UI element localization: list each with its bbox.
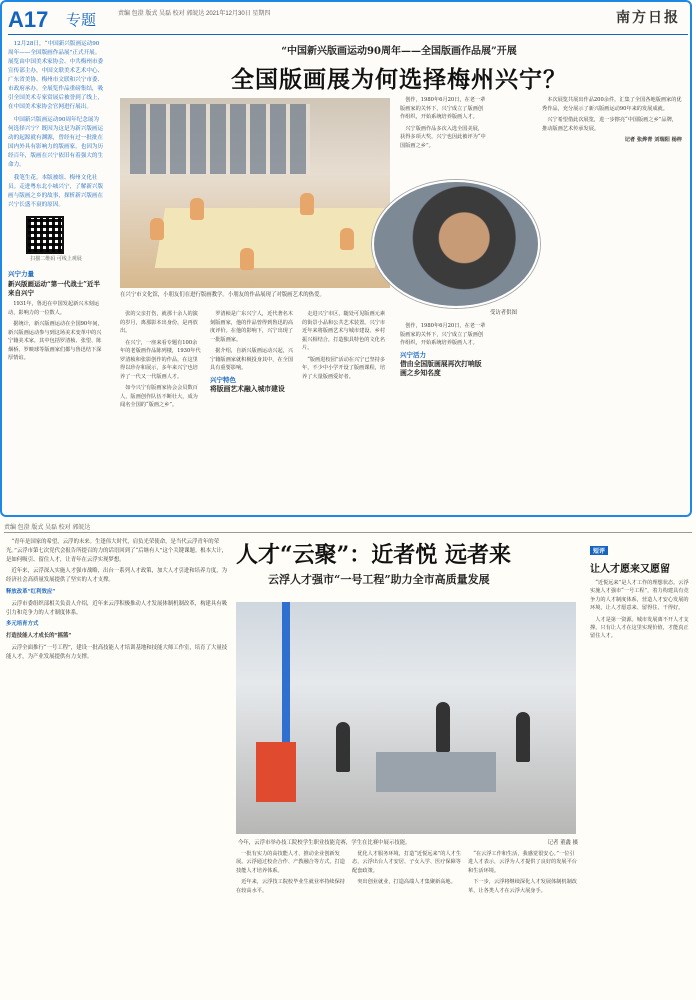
article-column — [236, 850, 346, 996]
subsection-title: 释放改革“红利效应” — [6, 588, 56, 595]
paragraph: 如今兴宁有版画家协会会员数百人，版画创作队伍不断壮大，成为闻名全国的“版画之乡”。 — [120, 385, 198, 408]
bottom-header-meta: 责编 包澄 版式 吴磊 校对 郭皖达 — [4, 525, 91, 531]
article-column — [120, 310, 202, 510]
page-header — [8, 7, 688, 37]
subsection-head: 兴宁特色 — [210, 376, 236, 384]
section-head: 兴宁力量 — [8, 271, 34, 278]
paragraph: 据介绍，自新兴版画运动兴起，兴宁籍版画家就积极投身其中，在全国具有重要影响。 — [210, 348, 294, 371]
child-figure — [240, 248, 254, 270]
kicker: “中国新兴版画运动90周年——全国版画作品展”开展 — [281, 46, 517, 57]
photo-credit: 受访者供图 — [490, 310, 517, 316]
subsection-title: 将版画艺术融入城市建设 — [210, 385, 285, 393]
masthead-logo: 南方日报 — [616, 10, 680, 26]
paragraph: 突出创业就业，打造高端人才集聚新高地。 — [357, 879, 456, 886]
qr-code-icon[interactable] — [26, 216, 64, 254]
subsection-title: 借由全国版画展再次打响版画之乡知名度 — [400, 360, 482, 377]
intro-paragraph: 我笔生花。本版被组、梅州文化社员。走进粤东北小城兴宁，了解新兴版画与版画之乡的故事，探析新兴版画在兴宁长盛不衰的原因。 — [8, 175, 104, 208]
bottom-divider — [4, 532, 692, 533]
article-column — [468, 850, 578, 996]
article-column — [352, 850, 462, 996]
subsection-head: 兴宁活力 — [400, 351, 426, 359]
child-figure — [300, 193, 314, 215]
page-number: A17 — [8, 7, 49, 32]
intro-paragraph: 中国新兴版画运动90周年纪念展为何选择兴宁？既因为这是为新兴版画运动的起源就有渊源，曾经有过一批批在国内外具有影响力的版画家，也因为历经百年，版画在兴宁依旧有着强大的生命力。 — [8, 117, 104, 168]
paragraph: 在兴宁，一座来看专题有100余年的老版画作品陈列楼，1930年代罗清桢和张影创作的作品，在这里得以珍存和展示，多年来兴宁也培养了一代又一代版画人才。 — [120, 339, 201, 380]
body-paragraph: 据统计，新兴版画运动在全国90年间，新兴版画运动参与到这场美术变革中的兴宁籍美术家，其中包括罗清桢、张望、陈烟桥、罗映球等版画家们都与鲁迅结下深厚情谊。 — [8, 321, 103, 361]
paragraph: 下一步，云浮将继续深化人才发展体制机制改革，让各类人才在云浮大展身手。 — [468, 879, 577, 894]
feature-article — [110, 40, 688, 515]
work-table — [376, 752, 496, 792]
paragraph: 近年来，云浮技工院校毕业生就业率持续保持在较高水平。 — [236, 879, 345, 894]
article-column — [400, 322, 488, 512]
subsection-head: 多元培育方式 — [6, 621, 39, 628]
paragraph: “近悦远来”是人才工作的理想状态。云浮实施人才强市“一号工程”，着力构建具有竞争力的人才制度体系，营造人才安心发展的环境，让人才愿意来、留得住、干得好。 — [590, 580, 689, 612]
photo-caption — [238, 838, 578, 846]
equipment-frame — [282, 602, 290, 742]
subsection-title: 打造技能人才成长的“摇篮” — [6, 633, 72, 640]
headline: 人才“云聚”：近者悦 远者来 — [236, 542, 511, 568]
person-figure — [516, 712, 530, 762]
person-figure — [336, 722, 350, 772]
commentary-title: 让人才愿来又愿留 — [590, 564, 670, 575]
article-column — [542, 96, 682, 511]
paragraph: “在云浮工作和生活，我感觉很安心。”一位引进人才表示，云浮为人才提供了良好的发展平台和生活环境。 — [468, 851, 577, 874]
subheadline: 云浮人才强市“一号工程”助力全市高质量发展 — [268, 573, 490, 586]
hands-carving-photo — [372, 180, 540, 308]
section-label: 专题 — [66, 12, 97, 29]
article-column — [400, 96, 488, 176]
bottom-page — [0, 520, 696, 1000]
child-figure — [150, 218, 164, 240]
paragraph: 张的父亲打伤，就那十余人的演的岁月，离那影本出身份，是再放出。 — [120, 311, 198, 334]
sidebar — [8, 40, 104, 515]
child-figure — [190, 198, 204, 220]
article-column — [210, 310, 296, 510]
left-article-column — [6, 538, 228, 996]
paragraph: 走进兴宁市区，随处可见版画元素的街景小品和公共艺术装置。兴宁市近年来将版画艺术与城市建设、乡村振兴相结合，打造独具特色的文化名片。 — [302, 311, 386, 351]
paragraph: 一批有实力的高技能人才，推动企业创新发展。云浮通过校企合作、产教融合等方式，打造技能人才培养体系。 — [236, 851, 345, 874]
paragraph: 罗清桢是广东兴宁人，近代著名木刻版画家，他的作品曾得到鲁迅的高度评价。在他的影响下，兴宁出现了一批版画家。 — [210, 311, 294, 343]
paragraph: 人才是第一资源。城市发展离不开人才支撑，只有让人才在这里实现价值，才能真正留住人才。 — [590, 616, 689, 640]
paragraph: 云浮全面推行“一号工程”，建设一批高技能人才培训基地和技能大师工作室，培育了大量技能人才，为产业发展提供有力支撑。 — [6, 644, 228, 660]
body-paragraph: 1931年，鲁迅在中国发起新兴木刻运动，影响力的一位数人。 — [8, 301, 100, 316]
paragraph: 近年来，云浮深入实施人才强市战略，出台一系列人才政策，加大人才引进和培养力度，为经济社会高质量发展提供了坚实的人才支撑。 — [6, 568, 228, 584]
photo-credit: 记者 董鑫 摄 — [547, 840, 578, 846]
paragraph: 兴宁希望借此次展览，进一步擦亮“中国版画之乡”品牌，推动版画艺术传承发展。 — [542, 117, 677, 132]
caption-text: 今年，云浮市举办技工院校学生职业技能竞赛，学生在比赛中展示技能。 — [238, 840, 411, 846]
paragraph: 创作，1980年6月20日，在老一辈版画家的关怀下，兴宁成立了版画创作组织，开始系统培养版画人才。 — [400, 97, 486, 120]
paragraph: 本次展览共展出作品200余件，汇集了全国各地版画家的优秀作品，充分展示了新兴版画运动90年来的发展成就。 — [542, 97, 682, 112]
paragraph: 优化人才服务环境，打造“近悦远来”的人才生态，云浮出台人才安居、子女入学、医疗保障等配套政策。 — [352, 851, 462, 874]
child-figure — [340, 228, 354, 250]
header-meta: 责编 包澄 版式 吴磊 校对 郭皖达 2021年12月30日 星期四 — [118, 11, 271, 17]
commentary-tag: 短评 — [590, 546, 608, 555]
classroom-photo — [120, 98, 390, 288]
paragraph: 云浮市委组织部相关负责人介绍，近年来云浮积极推动人才发展体制机制改革，构建具有吸引力和竞争力的人才制度体系。 — [6, 600, 228, 616]
talent-article — [234, 538, 582, 996]
paragraph: 创作，1980年6月20日，在老一辈版画家的关怀下，兴宁成立了版画创作组织，开始系统培养版画人才。 — [400, 323, 486, 346]
section-title: 新兴版画运动“第一代战士”近半来自兴宁 — [8, 280, 100, 297]
paragraph: “版画进校园”活动在兴宁已坚持多年，不少中小学开设了版画课程，培养了大量版画爱好者。 — [302, 356, 386, 380]
byline: 记者 张烨青 刘瑞阳 杨梓 — [624, 137, 682, 143]
person-figure — [436, 702, 450, 752]
intro-paragraph: 12月28日，“中国新兴版画运动90周年——全国版画作品展”正式开展。展览由中国美术家协会、中共梅州市委宣传部主办，中国文联美术艺术中心、广东省美协、梅州市文联和兴宁市委、市政府承办。全展览作品重磅集结，吸引全国美术专家赏展后被誉到了线上，在中国美术家协会官网进行展出。 — [8, 41, 104, 110]
headline: 全国版画展为何选择梅州兴宁？ — [231, 66, 567, 93]
machine — [256, 742, 296, 802]
qr-caption: 扫描二维码 可线上观展 — [30, 256, 82, 262]
photo-caption: 在兴宁市文化馆，小朋友们在进行版画教学。小朋友的作品展现了对版画艺术的热爱。 — [120, 292, 325, 298]
artwork-wall — [130, 104, 310, 174]
article-column — [302, 310, 388, 510]
skills-competition-photo — [236, 602, 576, 834]
commentary-column — [590, 538, 692, 996]
header-divider — [8, 34, 688, 35]
paragraph: 兴宁版画作品多次入选全国美展，获得多项大奖，兴宁也因此被评为“中国版画之乡”。 — [400, 125, 486, 149]
paragraph: “青年是国家的希望，云浮的未来。生逢伟大时代，肩负光荣使命，是当代云浮青年的荣光。”云浮市第七次党代会报告所提召的力的话语回到了“后继有人”这个关键课题。根本大计，是如何吸引、留住人才，让青年在云浮实现梦想。 — [6, 539, 228, 563]
